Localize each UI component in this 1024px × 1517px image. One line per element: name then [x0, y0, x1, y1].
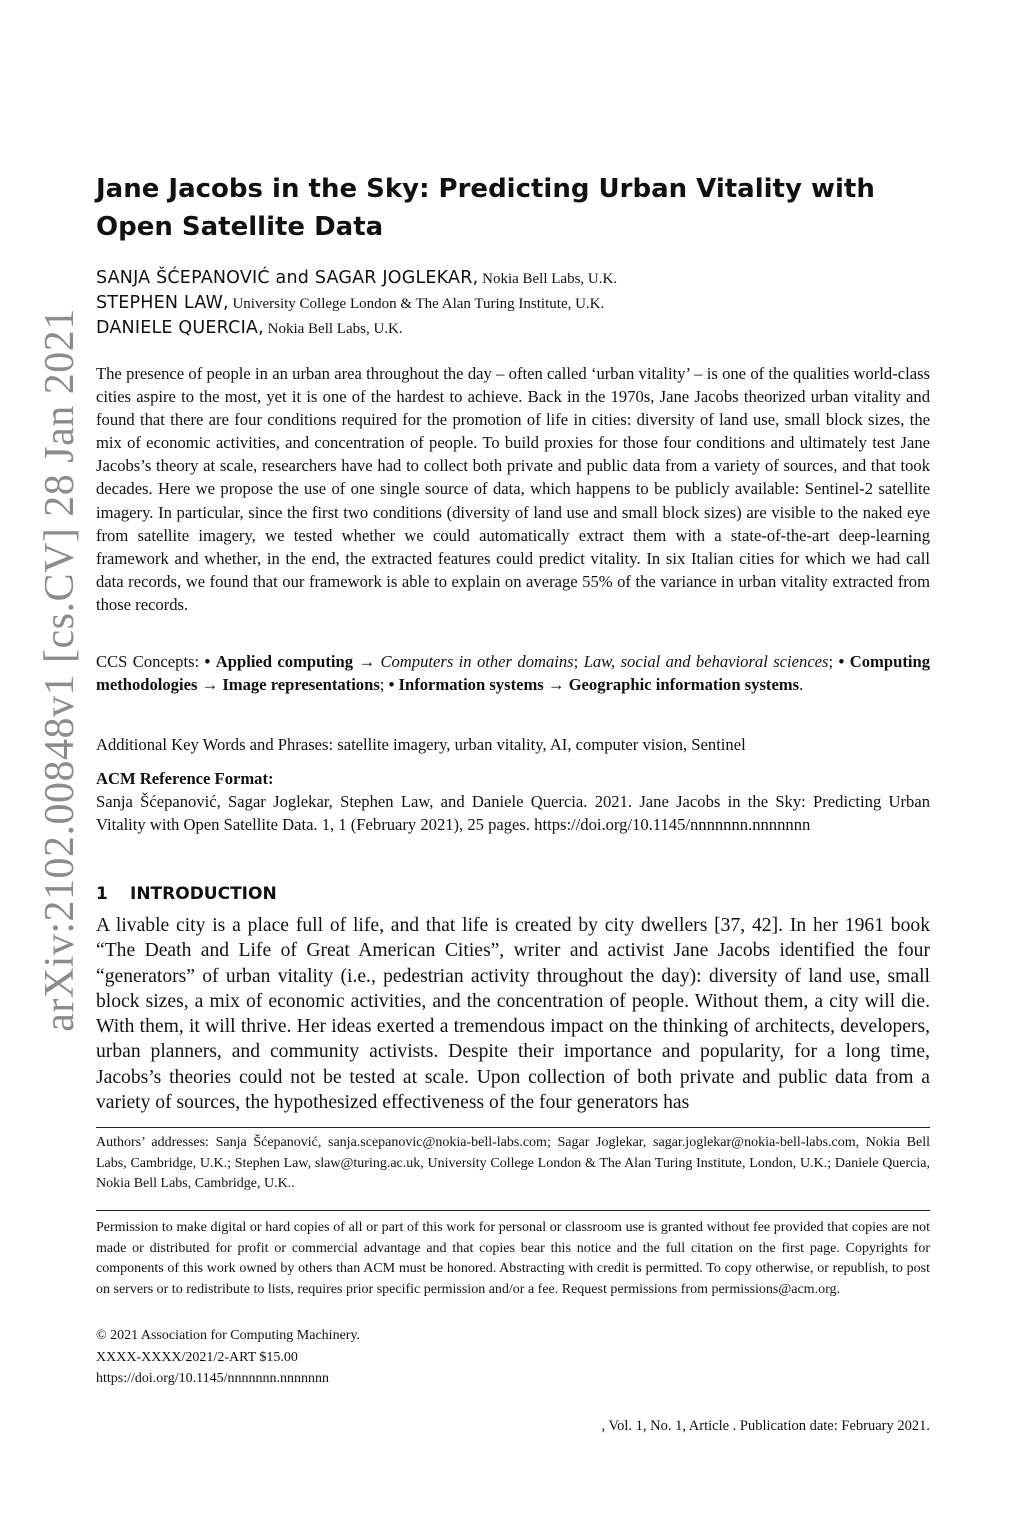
author-line [96, 266, 930, 291]
ccs-subconcept: Law, social and behavioral sciences [583, 652, 829, 671]
author-line [96, 316, 930, 341]
author-line [96, 291, 930, 316]
acm-reference-text: Sanja Šćepanović, Sagar Joglekar, Stephen Law, and Daniele Quercia. 2021. Jane Jacobs in the Sky: Predicting Urban Vitality with Open Satellite Data. 1, 1 (February 2021), 25 pages. https://doi.org/10.1145/nnnnnnn.nnnnnnn [96, 792, 930, 835]
section-number: 1 [96, 884, 108, 904]
author-names: SANJA ŠĆEPANOVIĆ and SAGAR JOGLEKAR, [96, 268, 479, 288]
author-affiliation: Nokia Bell Labs, U.K. [482, 271, 618, 287]
doi-link[interactable]: https://doi.org/10.1145/nnnnnnn.nnnnnnn [96, 1371, 329, 1386]
introduction-paragraph: A livable city is a place full of life, and that life is created by city dwellers [37, 42]. In her 1961 book “The Death and Life of Great American Cities”, writer and activist Jane Jacobs identified the four “generators” of urban vitality (i.e., pedestrian activity throughout the day): diversity of land use, small block sizes, a mix of economic activities, and the concentration of people. Without them, a city will die. With them, it will thrive. Her ideas exerted a tremendous impact on the thinking of architects, developers, urban planners, and community activists. Despite their importance and popularity, for a long time, Jacobs’s theories could not be tested at scale. Upon collection of both private and public data from a variety of sources, the hypothesized effectiveness of the four generators has [96, 915, 930, 1114]
ccs-separator: ; [828, 652, 834, 671]
ccs-concept: Computing methodologies [96, 652, 930, 695]
author-affiliation: University College London & The Alan Turing Institute, U.K. [232, 296, 605, 312]
author-names: DANIELE QUERCIA, [96, 318, 264, 338]
author-names: STEPHEN LAW, [96, 293, 229, 313]
ccs-subconcept: Geographic information systems [568, 675, 800, 695]
footnote-divider [96, 1127, 930, 1128]
publication-footer: , Vol. 1, No. 1, Article . Publication date: February 2021. [601, 1418, 930, 1434]
acm-reference [96, 767, 930, 836]
arxiv-identifier-stamp: arXiv:2102.00848v1 [cs.CV] 28 Jan 2021 [37, 308, 83, 1032]
ccs-subconcept: Computers in other domains [380, 652, 574, 671]
section-title: INTRODUCTION [130, 884, 277, 904]
ccs-separator: ; [379, 675, 385, 695]
ccs-subconcept: Image representations [222, 675, 380, 695]
issn-line: XXXX-XXXX/2021/2-ART $15.00 [96, 1350, 298, 1365]
abstract: The presence of people in an urban area throughout the day – often called ‘urban vitality’ – is one of the qualities world-class cities aspire to the most, yet it is one of the hardest to achieve. Back in the 1970s, Jane Jacobs theorized urban vitality and found that there are four conditions required for the promotion of life in cities: diversity of land use, small block sizes, the mix of economic activities, and concentration of people. To build proxies for those four conditions and ultimately test Jane Jacobs’s theory at scale, researchers have had to collect both private and public data from a variety of sources, and that took decades. Here we propose the use of one single source of data, which happens to be publicly available: Sentinel-2 satellite imagery. In particular, since the first two conditions (diversity of land use and small block sizes) are visible to the naked eye from satellite imagery, we tested whether we could automatically extract them with a state-of-the-art deep-learning framework and whether, in the end, the extracted features could predict vitality. In six Italian cities for which we had call data records, we found that our framework is able to explain on average 55% of the variance in urban vitality extracted from those records. [96, 364, 930, 614]
copyright-line: © 2021 Association for Computing Machinery. [96, 1328, 361, 1343]
paper-title: Jane Jacobs in the Sky: Predicting Urban Vitality with Open Satellite Data [96, 174, 875, 242]
keywords: Additional Key Words and Phrases: satellite imagery, urban vitality, AI, computer vision, Sentinel [96, 735, 746, 754]
section-heading [96, 884, 930, 904]
ccs-bullet: • [838, 652, 845, 671]
ccs-arrow: → [547, 675, 565, 695]
ccs-label: CCS Concepts: [96, 652, 200, 671]
ccs-separator: ; [573, 652, 579, 671]
authors-addresses-footnote: Authors’ addresses: Sanja Šćepanović, sanja.scepanovic@nokia-bell-labs.com; Sagar Joglekar, sagar.joglekar@nokia-bell-labs.com, Nokia Bell Labs, Cambridge, U.K.; Stephen Law, slaw@turing.ac.uk, University College London & The Alan Turing Institute, London, U.K.; Daniele Quercia, Nokia Bell Labs, Cambridge, U.K.. [96, 1135, 930, 1192]
author-affiliation: Nokia Bell Labs, U.K. [267, 321, 403, 337]
ccs-end: . [799, 675, 804, 695]
ccs-concept: Information systems [398, 675, 544, 695]
permission-notice: Permission to make digital or hard copies of all or part of this work for personal or classroom use is granted without fee provided that copies are not made or distributed for profit or commercial advantage and that copies bear this notice and the full citation on the first page. Copyrights for components of this work owned by others than ACM must be honored. Abstracting with credit is permitted. To copy otherwise, or republish, to post on servers or to redistribute to lists, requires prior specific permission and/or a fee. Request permissions from permissions@acm.org. [96, 1220, 930, 1298]
ccs-bullet: • [388, 675, 395, 695]
author-block [96, 266, 930, 341]
acm-reference-heading: ACM Reference Format: [96, 769, 274, 788]
footnote-divider [96, 1210, 930, 1211]
ccs-bullet: • [204, 652, 211, 671]
ccs-concepts [96, 650, 930, 696]
ccs-concept: Applied computing [215, 652, 354, 671]
ccs-arrow: → [201, 675, 219, 695]
ccs-arrow: → [358, 652, 376, 671]
